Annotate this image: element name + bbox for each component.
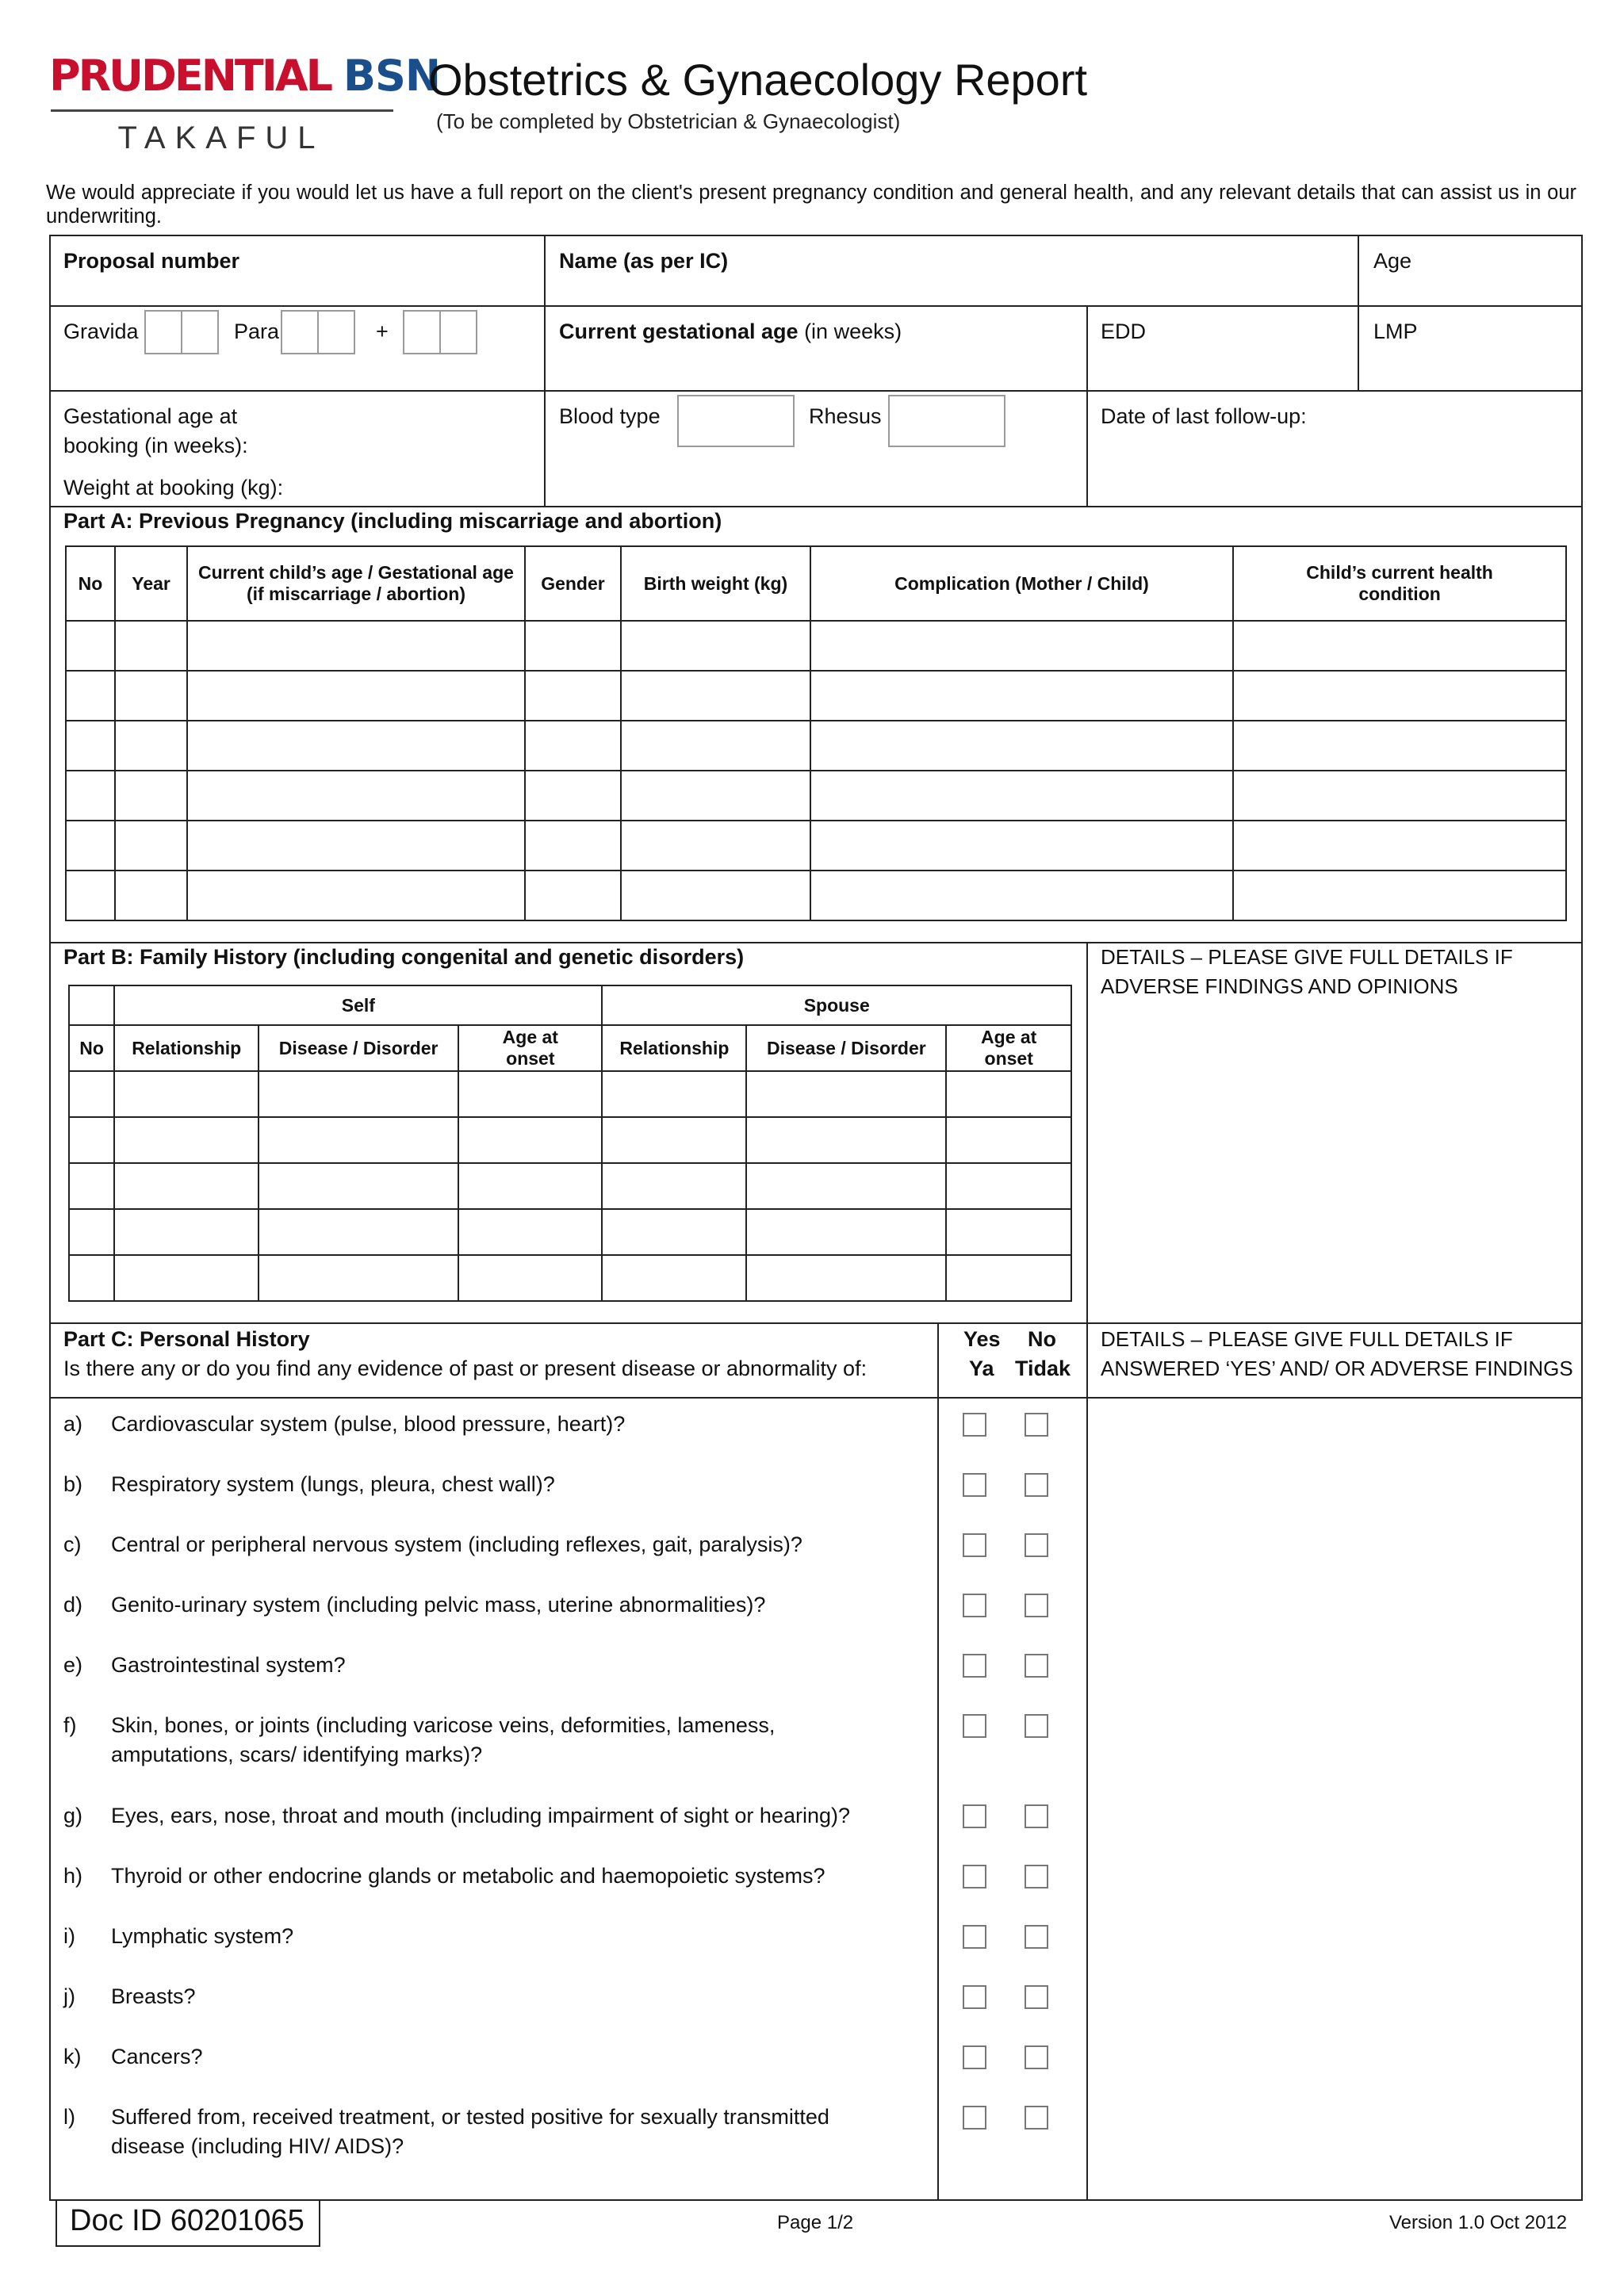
table-cell[interactable] [66, 621, 115, 671]
table-cell[interactable] [810, 771, 1233, 821]
table-cell[interactable] [621, 871, 810, 920]
question-h-no-checkbox[interactable] [1025, 1865, 1048, 1888]
question-f-yes-checkbox[interactable] [963, 1714, 986, 1738]
question-text: Eyes, ears, nose, throat and mouth (including impairment of sight or hearing)? [111, 1804, 850, 1827]
table-cell[interactable] [114, 1163, 259, 1209]
part-b-table [68, 985, 1072, 1302]
table-cell[interactable] [810, 721, 1233, 771]
question-b-yes-checkbox[interactable] [963, 1473, 986, 1497]
table-cell[interactable] [946, 1163, 1071, 1209]
table-cell[interactable] [746, 1071, 946, 1117]
table-cell[interactable] [69, 1071, 114, 1117]
gravida-label: Gravida [63, 320, 139, 343]
table-cell [69, 985, 114, 1025]
cga-bold: Current gestational age [559, 320, 799, 343]
part-b-title: Part B: Family History (including congenital and genetic disorders) [63, 945, 745, 969]
table-cell[interactable] [810, 821, 1233, 871]
row-divider [49, 390, 1583, 392]
page-number: Page 1/2 [777, 2212, 854, 2233]
question-g-yes-checkbox[interactable] [963, 1804, 986, 1828]
plus-label: + [376, 320, 389, 343]
frame-right [1581, 235, 1583, 2201]
question-text: Genito-urinary system (including pelvic mass, uterine abnormalities)? [111, 1593, 766, 1617]
table-cell[interactable] [259, 1209, 458, 1255]
table-cell[interactable] [1233, 621, 1566, 671]
table-cell[interactable] [259, 1071, 458, 1117]
lmp-label: LMP [1373, 320, 1418, 343]
table-cell[interactable] [602, 1209, 746, 1255]
table-cell[interactable] [1233, 821, 1566, 871]
table-row [66, 721, 1566, 771]
table-cell[interactable] [1233, 771, 1566, 821]
table-cell[interactable] [525, 771, 621, 821]
table-cell[interactable] [621, 821, 810, 871]
table-cell[interactable] [115, 821, 187, 871]
part-b-col-self-relationship: Relationship [114, 1025, 259, 1071]
part-a-col-health: Child’s current health condition [1233, 546, 1566, 621]
part-c-details-1: DETAILS – PLEASE GIVE FULL DETAILS IF [1101, 1327, 1513, 1351]
table-cell[interactable] [810, 621, 1233, 671]
part-a-title: Part A: Previous Pregnancy (including miscarriage and abortion) [63, 509, 722, 533]
current-gestational-age-label [559, 320, 902, 344]
table-cell[interactable] [458, 1163, 602, 1209]
part-a-col-age: Current child’s age / Gestational age (if miscarriage / abortion) [187, 546, 525, 621]
table-cell[interactable] [259, 1255, 458, 1301]
question-l-no-checkbox[interactable] [1025, 2106, 1048, 2130]
question-text: Lymphatic system? [111, 1924, 294, 1948]
question-b-no-checkbox[interactable] [1025, 1473, 1048, 1497]
table-cell[interactable] [114, 1117, 259, 1163]
table-cell[interactable] [69, 1255, 114, 1301]
table-cell[interactable] [946, 1209, 1071, 1255]
table-row [66, 821, 1566, 871]
blood-type-label: Blood type [559, 404, 661, 428]
no-label: No [1028, 1327, 1056, 1351]
part-b-details-2: ADVERSE FINDINGS AND OPINIONS [1101, 974, 1458, 998]
plus-digit-1[interactable] [403, 310, 441, 354]
col-divider [1358, 235, 1359, 392]
brand-name: PRUDENTIAL [49, 51, 331, 101]
table-cell[interactable] [810, 871, 1233, 920]
table-cell[interactable] [946, 1071, 1071, 1117]
table-cell[interactable] [746, 1117, 946, 1163]
page-subtitle: (To be completed by Obstetrician & Gynaecologist) [436, 109, 901, 133]
gestational-age-booking-label-1: Gestational age at [63, 404, 238, 428]
part-c-header-divider [49, 1397, 1583, 1399]
part-b-col-spouse-age: Age at onset [946, 1025, 1071, 1071]
table-row [69, 1209, 1071, 1255]
table-cell[interactable] [525, 671, 621, 721]
question-text: Skin, bones, or joints (including varicose veins, deformities, lameness, amputations, scars/ identifying marks)? [111, 1713, 776, 1766]
question-d-no-checkbox[interactable] [1025, 1594, 1048, 1617]
table-cell[interactable] [69, 1163, 114, 1209]
question-letter: e) [63, 1653, 83, 1677]
table-cell[interactable] [66, 671, 115, 721]
table-cell[interactable] [525, 871, 621, 920]
table-cell[interactable] [1233, 671, 1566, 721]
part-b-col-self-disease: Disease / Disorder [259, 1025, 458, 1071]
table-row [66, 621, 1566, 671]
frame-top [49, 235, 1583, 236]
question-text: Thyroid or other endocrine glands or metabolic and haemopoietic systems? [111, 1864, 825, 1888]
table-cell[interactable] [746, 1255, 946, 1301]
page-title: Obstetrics & Gynaecology Report [428, 55, 1088, 105]
question-text: Cardiovascular system (pulse, blood pressure, heart)? [111, 1412, 626, 1436]
question-e-no-checkbox[interactable] [1025, 1654, 1048, 1678]
question-a-yes-checkbox[interactable] [963, 1413, 986, 1437]
part-a-col-complication: Complication (Mother / Child) [810, 546, 1233, 621]
question-j-yes-checkbox[interactable] [963, 1985, 986, 2009]
table-cell[interactable] [602, 1163, 746, 1209]
question-letter: l) [63, 2105, 75, 2129]
row-divider [49, 506, 1583, 507]
part-b-self-header: Self [114, 985, 602, 1025]
table-cell[interactable] [458, 1255, 602, 1301]
part-c-title: Part C: Personal History [63, 1327, 310, 1351]
table-cell[interactable] [187, 721, 525, 771]
gravida-digit-1[interactable] [144, 310, 182, 354]
part-b-col-self-age: Age at onset [458, 1025, 602, 1071]
para-digit-2[interactable] [317, 310, 355, 354]
question-k-no-checkbox[interactable] [1025, 2045, 1048, 2069]
rhesus-label: Rhesus [809, 404, 882, 428]
table-cell[interactable] [621, 721, 810, 771]
part-b-details-1: DETAILS – PLEASE GIVE FULL DETAILS IF [1101, 945, 1513, 969]
table-cell[interactable] [115, 721, 187, 771]
question-d-yes-checkbox[interactable] [963, 1594, 986, 1617]
name-label: Name (as per IC) [559, 249, 729, 273]
weight-booking-label: Weight at booking (kg): [63, 476, 284, 499]
table-row [66, 871, 1566, 920]
age-label: Age [1373, 249, 1412, 273]
question-letter: j) [63, 1984, 75, 2008]
table-cell[interactable] [187, 671, 525, 721]
para-label: Para [234, 320, 280, 343]
table-cell[interactable] [525, 621, 621, 671]
question-letter: d) [63, 1593, 83, 1617]
table-cell[interactable] [458, 1209, 602, 1255]
table-cell[interactable] [1233, 871, 1566, 920]
question-text: Respiratory system (lungs, pleura, chest wall)? [111, 1472, 555, 1496]
table-cell[interactable] [115, 671, 187, 721]
doc-id: Doc ID 60201065 [70, 2204, 304, 2237]
question-i-yes-checkbox[interactable] [963, 1925, 986, 1949]
question-a-no-checkbox[interactable] [1025, 1413, 1048, 1437]
table-cell[interactable] [187, 621, 525, 671]
gestational-age-booking-label-2: booking (in weeks): [63, 434, 248, 457]
table-cell[interactable] [525, 721, 621, 771]
table-cell[interactable] [602, 1071, 746, 1117]
part-a-col-birth-weight: Birth weight (kg) [621, 546, 810, 621]
table-cell[interactable] [458, 1117, 602, 1163]
details-col-divider [1086, 942, 1088, 2201]
table-cell[interactable] [746, 1163, 946, 1209]
version: Version 1.0 Oct 2012 [1389, 2212, 1568, 2233]
table-cell[interactable] [66, 871, 115, 920]
part-a-col-gender: Gender [525, 546, 621, 621]
last-followup-label: Date of last follow-up: [1101, 404, 1307, 428]
table-cell[interactable] [621, 621, 810, 671]
question-text: Suffered from, received treatment, or tested positive for sexually transmitted disease (including HIV/ AIDS)? [111, 2105, 829, 2158]
question-letter: b) [63, 1472, 83, 1496]
table-cell[interactable] [114, 1209, 259, 1255]
part-c-divider [49, 1322, 1583, 1324]
table-cell[interactable] [458, 1071, 602, 1117]
question-k-yes-checkbox[interactable] [963, 2045, 986, 2069]
table-cell[interactable] [69, 1209, 114, 1255]
part-b-col-spouse-relationship: Relationship [602, 1025, 746, 1071]
brand-divider [51, 109, 393, 112]
table-cell[interactable] [621, 671, 810, 721]
part-c-details-2: ANSWERED ‘YES’ AND/ OR ADVERSE FINDINGS [1101, 1357, 1573, 1380]
ya-label: Ya [969, 1357, 994, 1380]
gravida-digit-2[interactable] [181, 310, 219, 354]
question-letter: k) [63, 2045, 82, 2068]
part-b-divider [49, 942, 1583, 943]
question-letter: h) [63, 1864, 83, 1888]
table-cell[interactable] [946, 1255, 1071, 1301]
table-row [69, 1071, 1071, 1117]
table-cell[interactable] [621, 771, 810, 821]
table-cell[interactable] [602, 1255, 746, 1301]
table-cell[interactable] [187, 821, 525, 871]
table-cell[interactable] [259, 1163, 458, 1209]
cga-rest: (in weeks) [798, 320, 902, 343]
part-a-col-year: Year [115, 546, 187, 621]
tidak-label: Tidak [1015, 1357, 1071, 1380]
table-row [69, 1163, 1071, 1209]
question-letter: g) [63, 1804, 83, 1827]
table-row [66, 771, 1566, 821]
question-e-yes-checkbox[interactable] [963, 1654, 986, 1678]
brand-logo [49, 51, 440, 101]
proposal-number-label: Proposal number [63, 249, 240, 273]
table-cell[interactable] [946, 1117, 1071, 1163]
para-digit-1[interactable] [281, 310, 319, 354]
table-row [66, 671, 1566, 721]
table-cell[interactable] [114, 1071, 259, 1117]
table-cell[interactable] [115, 771, 187, 821]
row-divider [49, 305, 1583, 307]
question-i-no-checkbox[interactable] [1025, 1925, 1048, 1949]
rhesus-input[interactable] [888, 395, 1005, 447]
table-cell[interactable] [66, 771, 115, 821]
question-letter: c) [63, 1533, 82, 1556]
table-cell[interactable] [66, 821, 115, 871]
question-text: Cancers? [111, 2045, 203, 2068]
question-g-no-checkbox[interactable] [1025, 1804, 1048, 1828]
table-cell[interactable] [115, 871, 187, 920]
table-cell[interactable] [187, 871, 525, 920]
intro-text: We would appreciate if you would let us have a full report on the client's present pregnancy condition and general health, and any relevant details that can assist us in our underwriting. [46, 182, 1576, 228]
question-l-yes-checkbox[interactable] [963, 2106, 986, 2130]
table-cell[interactable] [66, 721, 115, 771]
question-letter: f) [63, 1713, 77, 1737]
question-text: Gastrointestinal system? [111, 1653, 346, 1677]
col-divider [1086, 306, 1088, 507]
table-row [69, 1117, 1071, 1163]
question-text: Breasts? [111, 1984, 196, 2008]
blood-type-input[interactable] [677, 395, 795, 447]
edd-label: EDD [1101, 320, 1147, 343]
question-letter: i) [63, 1924, 75, 1948]
question-h-yes-checkbox[interactable] [963, 1865, 986, 1888]
part-b-col-no: No [69, 1025, 114, 1071]
table-row [69, 1255, 1071, 1301]
table-cell[interactable] [114, 1255, 259, 1301]
question-letter: a) [63, 1412, 83, 1436]
question-c-yes-checkbox[interactable] [963, 1533, 986, 1557]
table-cell[interactable] [259, 1117, 458, 1163]
col-divider [544, 235, 546, 507]
table-cell[interactable] [525, 821, 621, 871]
yes-label: Yes [963, 1327, 1001, 1351]
table-cell[interactable] [602, 1117, 746, 1163]
frame-left [49, 235, 51, 2201]
question-text: Central or peripheral nervous system (including reflexes, gait, paralysis)? [111, 1533, 802, 1556]
table-cell[interactable] [69, 1117, 114, 1163]
part-b-col-spouse-disease: Disease / Disorder [746, 1025, 946, 1071]
part-a-table [65, 545, 1567, 921]
part-b-spouse-header: Spouse [602, 985, 1071, 1025]
question-c-no-checkbox[interactable] [1025, 1533, 1048, 1557]
part-a-col-no: No [66, 546, 115, 621]
table-cell[interactable] [1233, 721, 1566, 771]
brand-bsn: BSN [343, 51, 441, 101]
part-c-question: Is there any or do you find any evidence of past or present disease or abnormality of: [63, 1357, 868, 1380]
table-cell[interactable] [746, 1209, 946, 1255]
table-cell[interactable] [810, 671, 1233, 721]
brand-takaful: TAKAFUL [117, 121, 325, 155]
question-f-no-checkbox[interactable] [1025, 1714, 1048, 1738]
table-cell[interactable] [187, 771, 525, 821]
plus-digit-2[interactable] [439, 310, 477, 354]
question-j-no-checkbox[interactable] [1025, 1985, 1048, 2009]
table-cell[interactable] [115, 621, 187, 671]
